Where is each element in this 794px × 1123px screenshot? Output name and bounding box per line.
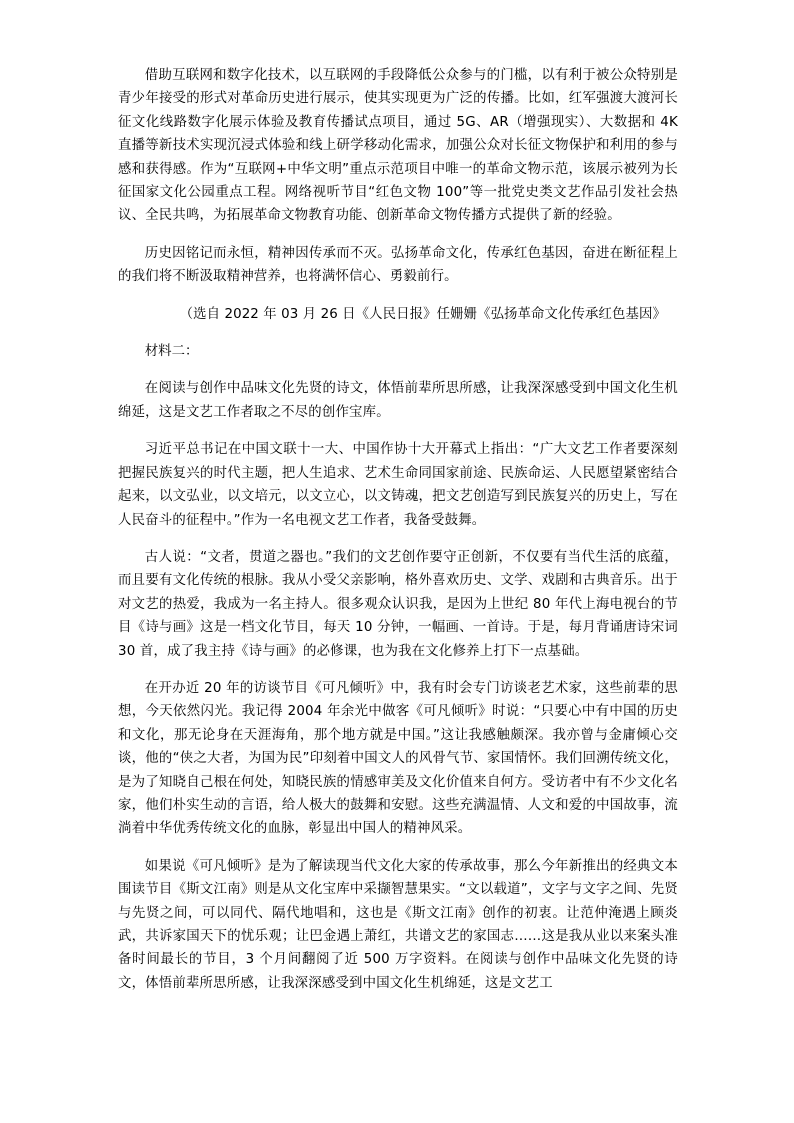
paragraph-digital-display: 借助互联网和数字化技术，以互联网的手段降低公众参与的门槛，以有利于被公众特别是青少年接受的形式对革命历史进行展示，使其实现更为广泛的传播。比如，红军强渡大渡河长征文化线路数字化展示体验及教育传播试点项目，通过 5G、AR（增强现实）、大数据和 4K 直播等新技术实现沉浸式体验和线上研学移动化需求，加强公众对长征文物保护和利用的参与感和获得感。作为“互联网+中华文明”重点示范项目中唯一的革命文物示范，该展示被列为长征国家文化公园重点工程。网络视听节目“红色文物 100”等一批党史类文艺作品引发社会热议、全民共鸣，为拓展革命文物教育功能、创新革命文物传播方式提供了新的经验。 bbox=[118, 68, 678, 224]
paragraph-history-memory: 历史因铭记而永恒，精神因传承而不灭。弘扬革命文化，传承红色基因，奋进在断征程上的我们将不断汲取精神营养，也将满怀信心、勇毅前行。 bbox=[118, 245, 678, 285]
paragraph-xi-speech: 习近平总书记在中国文联十一大、中国作协十大开幕式上指出：“广大文艺工作者要深刻把握民族复兴的时代主题，把人生追求、艺术生命同国家前途、民族命运、人民愿望紧密结合起来，以文弘业，以文培元，以文立心，以文铸魂，把文艺创造写到民族复兴的历史上，写在人民奋斗的征程中。”作为一名电视文艺工作者，我备受鼓舞。 bbox=[118, 442, 678, 528]
material-two-label: 材料二： bbox=[144, 344, 199, 360]
paragraph-ancients-said: 古人说：“文者，贯道之器也。”我们的文艺创作要守正创新，不仅要有当代生活的底蕴，而且要有文化传统的根脉。我从小受父亲影响，格外喜欢历史、文学、戏剧和古典音乐。出于对文艺的热爱，我成为一名主持人。很多观众认识我，是因为上世纪 80 年代上海电视台的节目《诗与画》这是一档文化节目，每天 10 分钟，一幅画、一首诗。于是，每月背诵唐诗宋词 30 首，成了我主持《诗与画》的必修课，也为我在文化修养上打下一点基础。 bbox=[118, 549, 678, 659]
paragraph-siwen-jiangnan: 如果说《可凡倾听》是为了解读现当代文化大家的传承故事，那么今年新推出的经典文本围读节目《斯文江南》则是从文化宝库中采撷智慧果实。“文以载道”，文字与文字之间、先贤与先贤之间，可以同代、隔代地唱和，这也是《斯文江南》创作的初衷。让范仲淹遇上顾炎武，共诉家国天下的忧乐观；让巴金遇上萧红，共谱文艺的家国志……这是我从业以来案头准备时间最长的节目，3 个月间翻阅了近 500 万字资料。在阅读与创作中品味文化先贤的诗文，体悟前辈所思所感，让我深深感受到中国文化生机绵延，这是文艺工 bbox=[118, 858, 678, 991]
paragraph-reading-creation: 在阅读与创作中品味文化先贤的诗文，体悟前辈所思所感，让我深深感受到中国文化生机绵延，这是文艺工作者取之不尽的创作宝库。 bbox=[118, 381, 678, 420]
paragraph-kefan-interview: 在开办近 20 年的访谈节目《可凡倾听》中，我有时会专门访谈老艺术家，这些前辈的思想，今天依然闪光。我记得 2004 年余光中做客《可凡倾听》时说：“只要心中有中国的历史和文化，那无论身在天涯海角，那个地方就是中国。”这让我感触颇深。我亦曾与金庸倾心交谈，他的“侠之大者，为国为民”印刻着中国文人的风骨气节、家国情怀。我们回溯传统文化，是为了知晓自己根在何处，知晓民族的情感审美及文化价值来自何方。受访者中有不少文化名家，他们朴实生动的言语，给人极大的鼓舞和安慰。这些充满温情、人文和爱的中国故事，流淌着中华优秀传统文化的血脉，彰显出中国人的精神风采。 bbox=[118, 680, 678, 837]
source-citation: （选自 2022 年 03 月 26 日《人民日报》任姗姗《弘扬革命文化传承红色基因》 bbox=[179, 306, 666, 322]
document-page bbox=[118, 64, 678, 1009]
